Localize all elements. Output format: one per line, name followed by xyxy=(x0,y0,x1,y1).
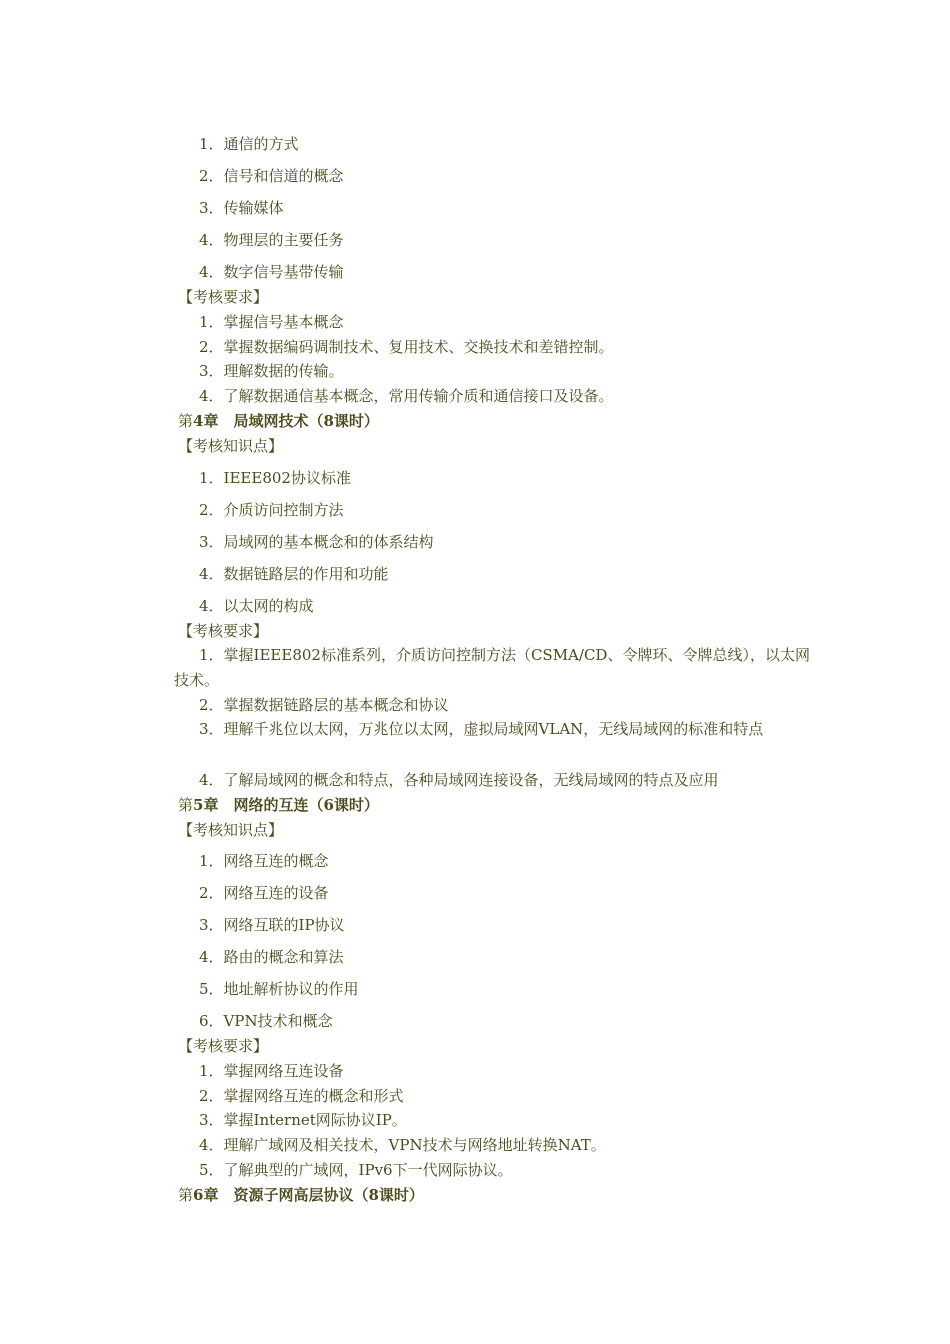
chapter-prefix: 第 xyxy=(178,412,194,430)
chapter-heading xyxy=(178,795,379,815)
requirement-item: 3．理解千兆位以太网，万兆位以太网，虚拟局域网VLAN，无线局域网的标准和特点 xyxy=(199,720,764,738)
chapter-title: 4章 局域网技术（8课时） xyxy=(193,412,379,430)
requirement-item: 2．掌握数据链路层的基本概念和协议 xyxy=(199,696,449,714)
requirement-item: 1．掌握IEEE802标准系列，介质访问控制方法（CSMA/CD、令牌环、令牌总线），以太网技术。 xyxy=(174,646,810,689)
knowledge-item: 6．VPN技术和概念 xyxy=(199,1012,333,1030)
requirement-item: 2．掌握网络互连的概念和形式 xyxy=(199,1087,404,1105)
knowledge-item: 1．通信的方式 xyxy=(199,135,299,153)
chapter-heading xyxy=(178,1185,424,1205)
knowledge-item: 1．IEEE802协议标准 xyxy=(199,469,351,487)
knowledge-item: 4．路由的概念和算法 xyxy=(199,948,344,966)
requirement-item: 5．了解典型的广域网，IPv6下一代网际协议。 xyxy=(199,1161,513,1179)
chapter-heading xyxy=(178,411,379,431)
chapter-title: 6章 资源子网高层协议（8课时） xyxy=(193,1186,424,1204)
requirement-item: 1．掌握网络互连设备 xyxy=(199,1062,344,1080)
requirement-item: 1．掌握信号基本概念 xyxy=(199,313,344,331)
requirements-label: 【考核要求】 xyxy=(178,288,269,306)
knowledge-item: 3．网络互联的IP协议 xyxy=(199,916,345,934)
knowledge-label: 【考核知识点】 xyxy=(178,437,284,455)
knowledge-item: 2．网络互连的设备 xyxy=(199,884,329,902)
knowledge-item: 4．以太网的构成 xyxy=(199,597,314,615)
knowledge-item: 4．数据链路层的作用和功能 xyxy=(199,565,389,583)
knowledge-item: 2．介质访问控制方法 xyxy=(199,501,344,519)
knowledge-item: 3．传输媒体 xyxy=(199,199,284,217)
requirement-item: 4．理解广域网及相关技术，VPN技术与网络地址转换NAT。 xyxy=(199,1136,606,1154)
knowledge-item: 4．物理层的主要任务 xyxy=(199,231,344,249)
knowledge-item: 4．数字信号基带传输 xyxy=(199,263,344,281)
knowledge-item: 2．信号和信道的概念 xyxy=(199,167,344,185)
requirement-item: 4．了解数据通信基本概念，常用传输介质和通信接口及设备。 xyxy=(199,387,614,405)
requirement-item: 3．掌握Internet网际协议IP。 xyxy=(199,1111,407,1129)
chapter-title: 5章 网络的互连（6课时） xyxy=(193,796,379,814)
chapter-prefix: 第 xyxy=(178,1186,194,1204)
requirements-label: 【考核要求】 xyxy=(178,622,269,640)
chapter-prefix: 第 xyxy=(178,796,194,814)
knowledge-item: 1．网络互连的概念 xyxy=(199,852,329,870)
knowledge-label: 【考核知识点】 xyxy=(178,821,284,839)
knowledge-item: 5．地址解析协议的作用 xyxy=(199,980,359,998)
requirements-label: 【考核要求】 xyxy=(178,1037,269,1055)
knowledge-item: 3．局域网的基本概念和的体系结构 xyxy=(199,533,434,551)
requirement-item: 3．理解数据的传输。 xyxy=(199,362,344,380)
requirement-item: 4．了解局域网的概念和特点，各种局域网连接设备，无线局域网的特点及应用 xyxy=(199,771,719,789)
requirement-item: 2．掌握数据编码调制技术、复用技术、交换技术和差错控制。 xyxy=(199,338,614,356)
